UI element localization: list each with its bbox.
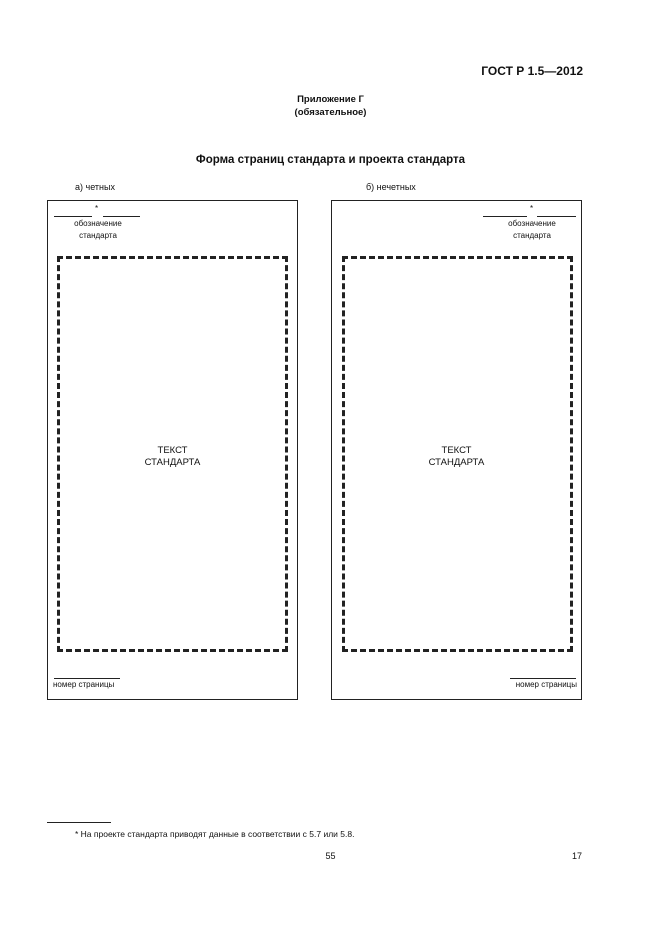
- designation-line-left: [54, 216, 92, 217]
- page-number-line: [54, 678, 120, 679]
- text-area-label: ТЕКСТ: [441, 445, 472, 456]
- text-area-label: ТЕКСТ: [157, 445, 188, 456]
- appendix-title: Приложение Г: [297, 94, 364, 105]
- even-page-frame: [47, 200, 298, 700]
- standard-code: ГОСТ Р 1.5—2012: [481, 64, 583, 78]
- page-number-label: номер страницы: [515, 680, 577, 689]
- designation-line-right: [103, 216, 140, 217]
- text-area-label: СТАНДАРТА: [428, 457, 485, 468]
- form-title: Форма страниц стандарта и проекта стандарта: [195, 154, 466, 166]
- designation-label: обозначение: [74, 219, 122, 228]
- designation-line-right: [537, 216, 576, 217]
- page-number-center: 55: [325, 851, 336, 861]
- odd-pages-caption: б) нечетных: [366, 182, 416, 192]
- page-number-line: [510, 678, 576, 679]
- designation-label: обозначение: [508, 219, 556, 228]
- odd-page-frame: [331, 200, 582, 700]
- footnote-text: * На проекте стандарта приводят данные в соответствии с 5.7 или 5.8.: [75, 829, 355, 839]
- designation-label: стандарта: [513, 231, 551, 240]
- appendix-status: (обязательное): [294, 107, 367, 118]
- page-number-label: номер страницы: [53, 680, 115, 689]
- designation-label: стандарта: [79, 231, 117, 240]
- footnote-mark: *: [95, 204, 99, 213]
- even-pages-caption: а) четных: [75, 182, 115, 192]
- page-number-right: 17: [572, 851, 583, 861]
- text-area-label: СТАНДАРТА: [144, 457, 201, 468]
- footnote-separator: [47, 822, 111, 823]
- footnote-mark: *: [530, 204, 534, 213]
- designation-line-left: [483, 216, 527, 217]
